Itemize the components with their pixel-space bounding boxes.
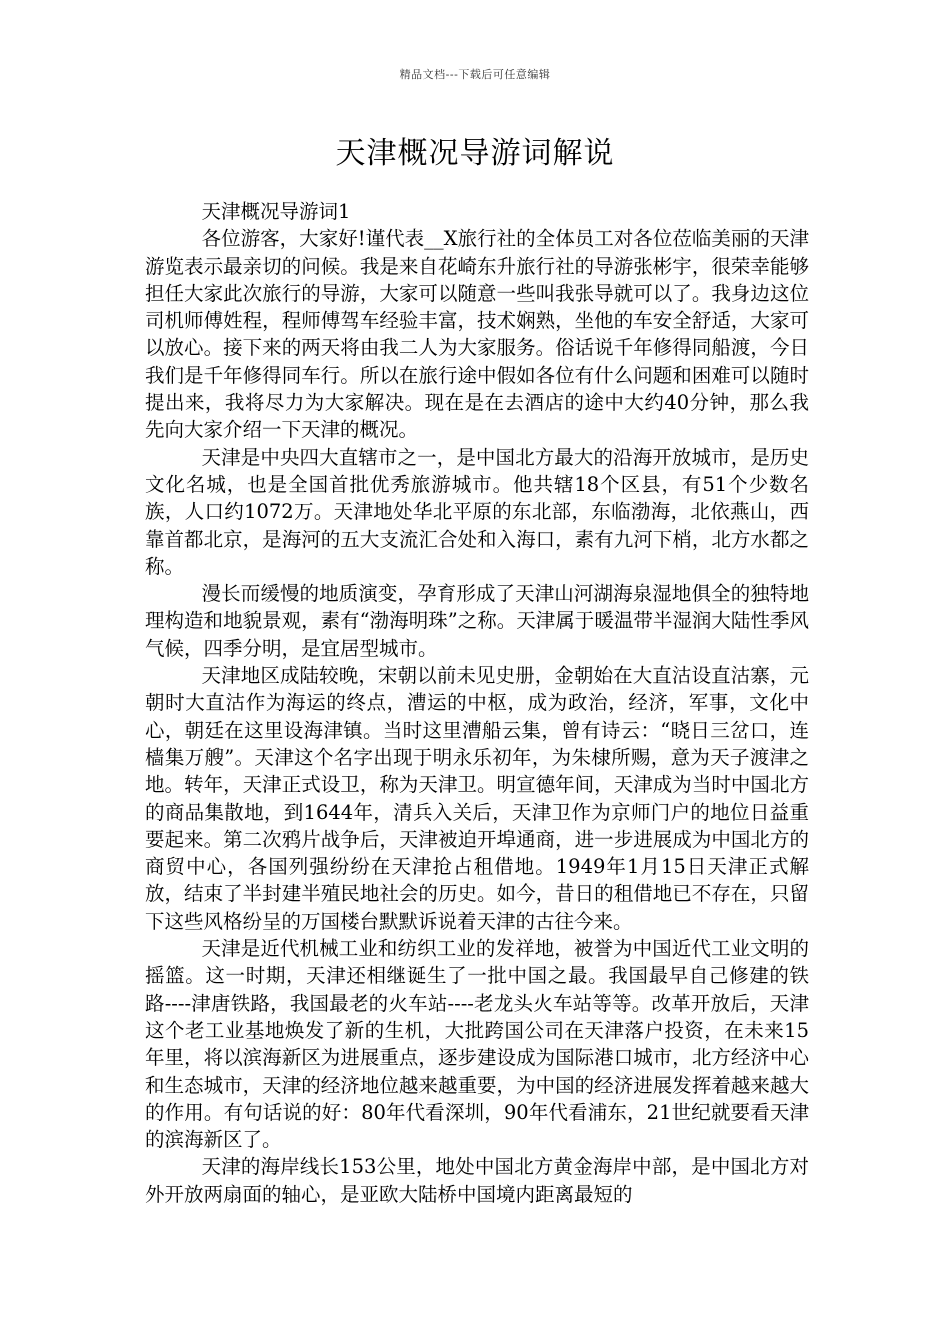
header-note: 精品文档---下载后可任意编辑 xyxy=(399,68,551,81)
paragraph-coastline: 天津的海岸线长153公里，地处中国北方黄金海岸中部，是中国北方对外开放两扇面的轴心，是亚欧大陆桥中国境内距离最短的 xyxy=(145,1155,809,1206)
document-body xyxy=(145,198,809,1208)
paragraph-history: 天津地区成陆较晚，宋朝以前未见史册，金朝始在大直沽设直沽寨，元朝时大直沽作为海运的终点，漕运的中枢，成为政治，经济，军事，文化中心，朝廷在这里设海津镇。当时这里漕船云集，曾有诗云：“晓日三岔口，连樯集万艘”。天津这个名字出现于明永乐初年，为朱棣所赐，意为天子渡津之地。转年，天津正式设卫，称为天津卫。明宣德年间，天津成为当时中国北方的商品集散地，到1644年，清兵入关后，天津卫作为京师门户的地位日益重要起来。第二次鸦片战争后，天津被迫开埠通商，进一步进展成为中国北方的商贸中心，各国列强纷纷在天津抢占租借地。1949年1月15日天津正式解放，结束了半封建半殖民地社会的历史。如今，昔日的租借地已不存在，只留下这些风格纷呈的万国楼台默默诉说着天津的古往今来。 xyxy=(145,664,809,933)
paragraph-greeting: 各位游客，大家好!谨代表__X旅行社的全体员工对各位莅临美丽的天津游览表示最亲切的问候。我是来自花崎东升旅行社的导游张彬宇，很荣幸能够担任大家此次旅行的导游，大家可以随意一些叫我张导就可以了。我身边这位司机师傅姓程，程师傅驾车经验丰富，技术娴熟，坐他的车安全舒适，大家可以放心。接下来的两天将由我二人为大家服务。俗话说千年修得同船渡，今日我们是千年修得同车行。所以在旅行途中假如各位有什么问题和困难可以随时提出来，我将尽力为大家解决。现在是在去酒店的途中大约40分钟，那么我先向大家介绍一下天津的概况。 xyxy=(145,227,809,442)
document-title: 天津概况导游词解说 xyxy=(335,136,615,171)
paragraph-overview: 天津是中央四大直辖市之一，是中国北方最大的沿海开放城市，是历史文化名城，也是全国首批优秀旅游城市。他共辖18个区县，有51个少数名族，人口约1072万。天津地处华北平原的东北部，东临渤海，北依燕山，西靠首都北京，是海河的五大支流汇合处和入海口，素有九河下梢，北方水都之称。 xyxy=(145,445,809,578)
paragraph-geography: 漫长而缓慢的地质演变，孕育形成了天津山河湖海泉湿地俱全的独特地理构造和地貌景观，素有“渤海明珠”之称。天津属于暖温带半湿润大陆性季风气候，四季分明，是宜居型城市。 xyxy=(145,582,809,660)
paragraph-industry: 天津是近代机械工业和纺织工业的发祥地，被誉为中国近代工业文明的摇篮。这一时期，天津还相继诞生了一批中国之最。我国最早自己修建的铁路----津唐铁路，我国最老的火车站----老龙头火车站等等。改革开放后，天津这个老工业基地焕发了新的生机，大批跨国公司在天津落户投资，在未来15年里，将以滨海新区为进展重点，逐步建设成为国际港口城市，北方经济中心和生态城市，天津的经济地位越来越重要，为中国的经济进展发挥着越来越大的作用。有句话说的好：80年代看深圳，90年代看浦东，21世纪就要看天津的滨海新区了。 xyxy=(145,937,809,1152)
section-subtitle: 天津概况导游词1 xyxy=(201,200,351,223)
